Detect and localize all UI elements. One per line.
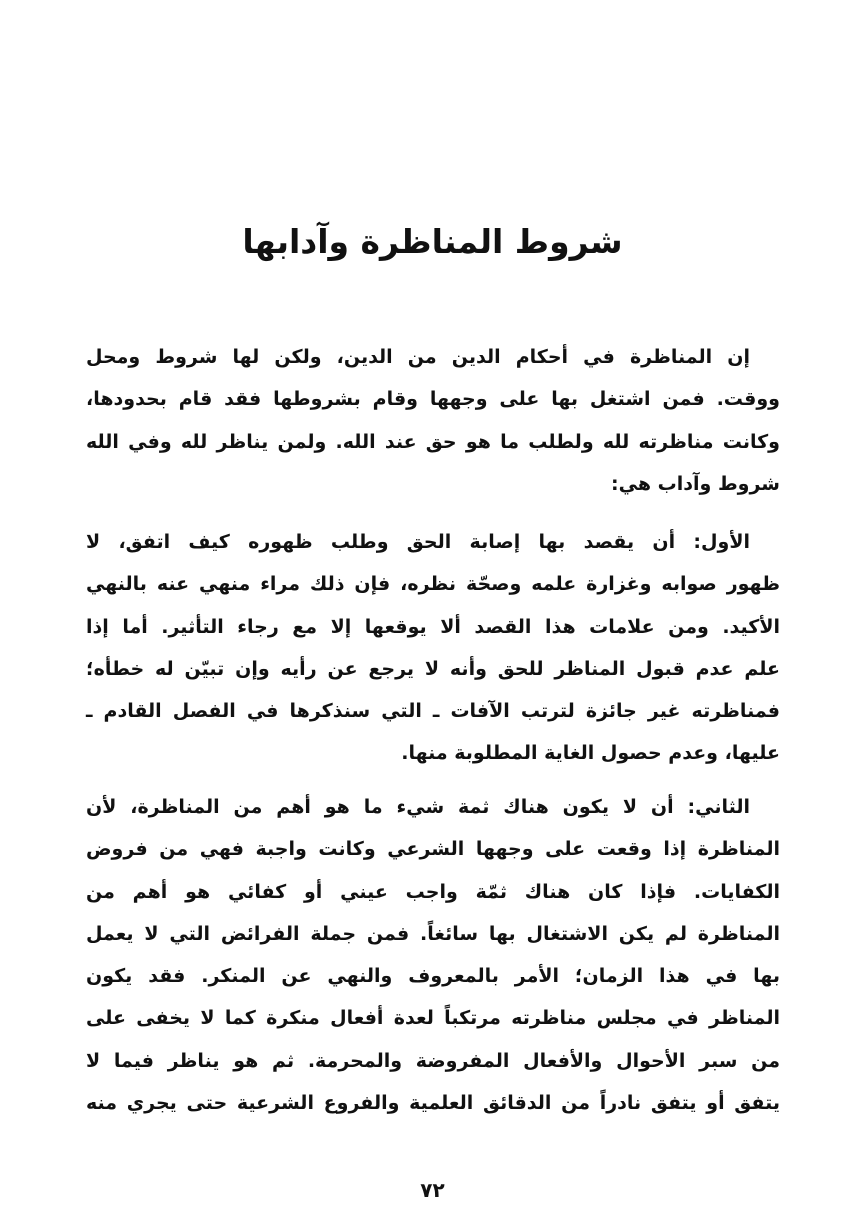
paragraph-intro bbox=[86, 336, 780, 505]
text-line: ووقت. فمن اشتغل بها على وجهها وقام بشروطها فقد قام بحدودها، bbox=[86, 388, 780, 411]
text-line: المناظرة لم يكن الاشتغال بها سائغاً. فمن جملة الفرائض التي لا يعمل bbox=[86, 922, 780, 945]
text-line: وكانت مناظرته لله ولطلب ما هو حق عند الله. ولمن يناظر لله وفي الله bbox=[86, 430, 780, 453]
text-line: علم عدم قبول المناظر للحق وأنه لا يرجع عن رأيه وإن تبيّن له خطأه؛ bbox=[86, 657, 780, 680]
text-line: يتفق أو يتفق نادراً من الدقائق العلمية والفروع الشرعية حتى يجري منه bbox=[86, 1092, 780, 1115]
page-number: ٧٢ bbox=[420, 1178, 445, 1202]
text-line: شروط وآداب هي: bbox=[611, 472, 780, 495]
text-line: الأكيد. ومن علامات هذا القصد ألا يوقعها إلا مع رجاء التأثير. أما إذا bbox=[86, 615, 780, 638]
text-line: الكفايات. فإذا كان هناك ثمّة واجب عيني أو كفائي هو أهم من bbox=[86, 880, 780, 903]
text-line: من سبر الأحوال والأفعال المفروضة والمحرمة. ثم هو يناظر فيما لا bbox=[86, 1049, 780, 1072]
chapter-title: شروط المناظرة وآدابها bbox=[242, 222, 623, 261]
text-line: الأول: أن يقصد بها إصابة الحق وطلب ظهوره كيف اتفق، لا bbox=[86, 531, 750, 553]
text-line: الثاني: أن لا يكون هناك ثمة شيء ما هو أهم من المناظرة، لأن bbox=[86, 796, 750, 818]
text-line: المناظر في مجلس مناظرته مرتكباً لعدة أفعال منكرة كما لا يخفى على bbox=[86, 1007, 780, 1030]
text-line: عليها، وعدم حصول الغاية المطلوبة منها. bbox=[401, 742, 780, 765]
paragraph-first-condition bbox=[86, 521, 780, 775]
text-line: بها في هذا الزمان؛ الأمر بالمعروف والنهي عن المنكر. فقد يكون bbox=[86, 965, 780, 988]
paragraph-second-condition bbox=[86, 786, 780, 1124]
text-line: فمناظرته غير جائزة لترتب الآفات ـ التي سنذكرها في الفصل القادم ـ bbox=[86, 700, 780, 723]
text-line: ظهور صوابه وغزارة علمه وصحّة نظره، فإن ذلك مراء منهي عنه بالنهي bbox=[86, 573, 780, 596]
text-line: إن المناظرة في أحكام الدين من الدين، ولكن لها شروط ومحل bbox=[86, 346, 750, 368]
text-line: المناظرة إذا وقعت على وجهها الشرعي وكانت واجبة فهي من فروض bbox=[86, 838, 780, 861]
